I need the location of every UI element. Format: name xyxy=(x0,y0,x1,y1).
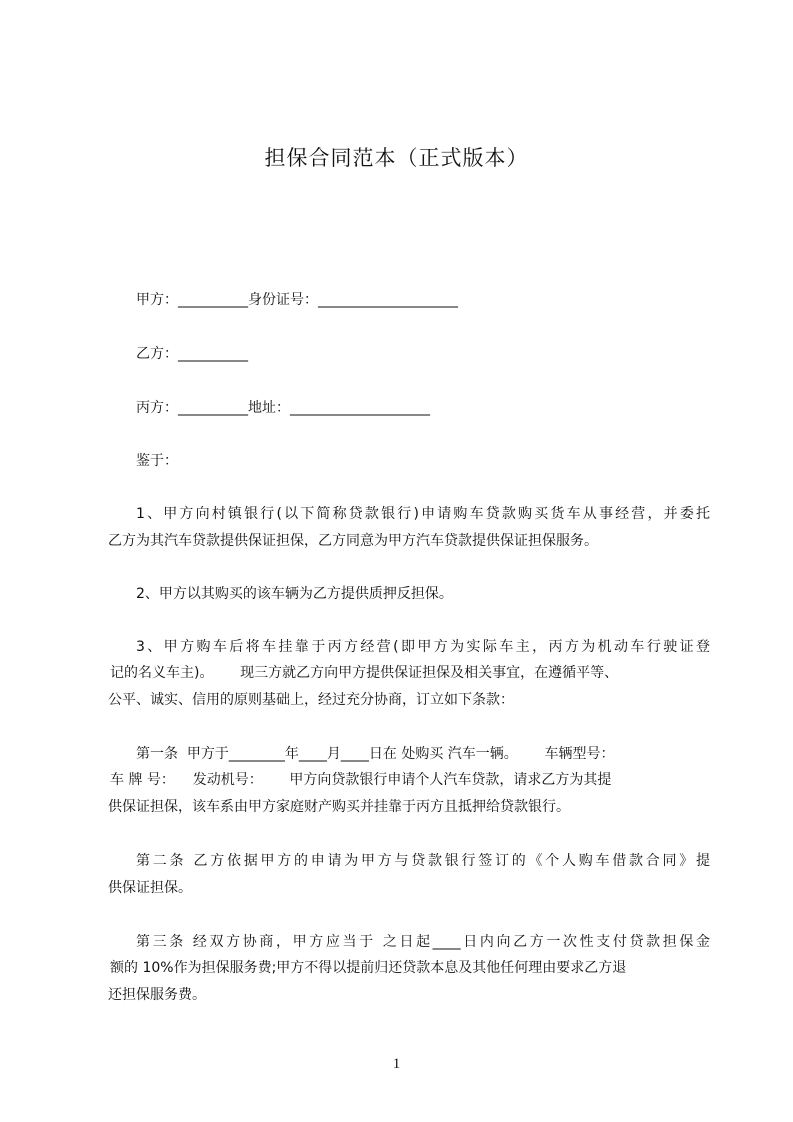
recital-3-line-2: 记的名义车主)。 现三方就乙方向甲方提供保证担保及相关事宜，在遵循平等、 xyxy=(110,665,619,681)
party-c-line: 丙方：__________地址：____________________ xyxy=(136,400,430,416)
article-2-line-1: 第二条 乙方依据甲方的申请为甲方与贷款银行签订的《个人购车借款合同》提 xyxy=(136,853,710,869)
recital-3-line-3: 公平、诚实、信用的原则基础上，经过充分协商，订立如下条款： xyxy=(108,692,514,708)
party-a-line: 甲方：__________身份证号：____________________ xyxy=(136,292,458,308)
article-1-line-3: 供保证担保，该车系由甲方家庭财产购买并挂靠于丙方且抵押给贷款银行。 xyxy=(108,799,570,815)
recital-1-line-1: 1、甲方向村镇银行(以下简称贷款银行)申请购车贷款购买货车从事经营，并委托 xyxy=(136,506,710,522)
article-1-line-2: 车 牌 号： 发动机号： 甲方向贷款银行申请个人汽车贷款，请求乙方为其提 xyxy=(110,772,612,788)
article-1-line-1: 第一条 甲方于________年____月____日在 处购买 汽车一辆。 车辆型号： xyxy=(136,746,615,762)
article-3-line-3: 还担保服务费。 xyxy=(108,987,206,1003)
recital-3-line-1: 3、甲方购车后将车挂靠于丙方经营(即甲方为实际车主，丙方为机动车行驶证登 xyxy=(136,639,710,655)
recital-2: 2、甲方以其购买的该车辆为乙方提供质押反担保。 xyxy=(136,586,453,602)
recital-1-line-2: 乙方为其汽车贷款提供保证担保，乙方同意为甲方汽车贷款提供保证担保服务。 xyxy=(108,533,598,549)
party-b-line: 乙方：__________ xyxy=(136,346,248,362)
article-3-line-2: 额的 10%作为担保服务费;甲方不得以提前归还贷款本息及其他任何理由要求乙方退 xyxy=(110,960,627,976)
document-title: 担保合同范本（正式版本） xyxy=(264,146,529,170)
whereas-label: 鉴于： xyxy=(136,453,178,469)
article-2-line-2: 供保证担保。 xyxy=(108,880,192,896)
article-3-line-1: 第三条 经双方协商，甲方应当于 之日起____日内向乙方一次性支付贷款担保金 xyxy=(136,934,710,950)
page-number: 1 xyxy=(392,1056,401,1072)
